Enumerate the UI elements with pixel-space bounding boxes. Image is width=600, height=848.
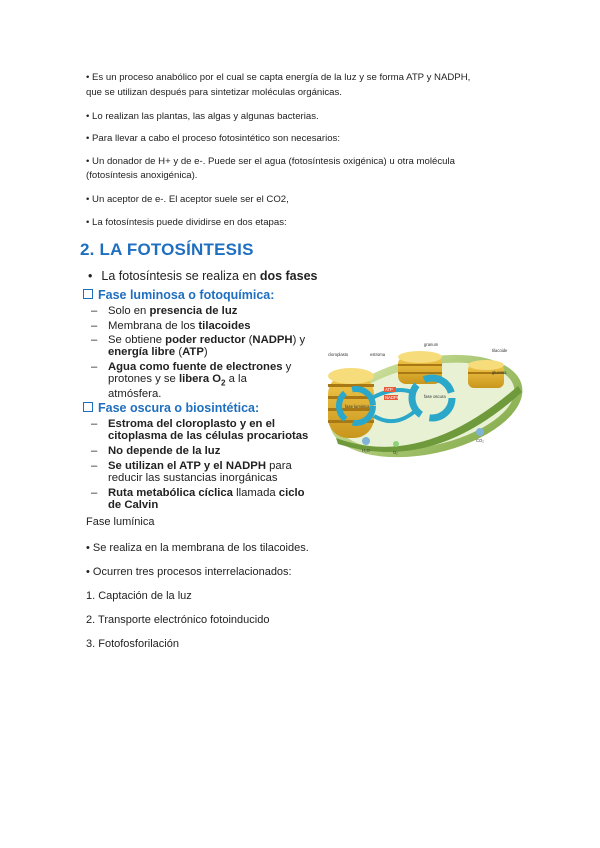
label-tilacoide: tilacoide	[492, 348, 508, 353]
label-co2: CO₂	[476, 438, 484, 443]
phase1-heading: Fase luminosa o fotoquímica:	[83, 288, 274, 302]
phase2-heading: Fase oscura o biosintética:	[83, 401, 259, 415]
phase1-item-4: – Agua como fuente de electrones y protones y se libera $O_2$ a la atmósfera.	[91, 361, 292, 400]
after-line-1: • Se realiza en la membrana de los tilacoides.	[86, 542, 309, 554]
label-h2o: H₂O	[362, 448, 370, 453]
co2-dot	[476, 428, 484, 436]
phase2-item-4: – Ruta metabólica cíclica llamada ciclo de Calvin	[91, 487, 305, 511]
step-2: 2. Transporte electrónico fotoinducido	[86, 614, 270, 626]
phase1-item-2: – Membrana de los tilacoides	[91, 320, 251, 332]
label-nadph: NADPH	[385, 395, 400, 400]
checkbox-icon	[83, 289, 93, 299]
intro-line-7: • Un aceptor de e-. El aceptor suele ser el CO2,	[86, 194, 289, 205]
label-granum: granum	[424, 342, 439, 347]
step-1: 1. Captación de la luz	[86, 590, 192, 602]
label-fase-luminica: fase luminica	[345, 404, 370, 409]
label-glucosa: glucosa	[492, 370, 507, 375]
chloroplast-diagram	[322, 340, 526, 466]
label-fase-oscura: fase oscura	[424, 394, 446, 399]
label-atp: ATP	[385, 387, 393, 392]
intro-line-6: (fotosíntesis anoxigénica).	[86, 170, 198, 181]
label-estroma: estroma	[370, 352, 386, 357]
fase-luminica-heading: Fase lumínica	[86, 516, 155, 528]
intro-line-3: • Lo realizan las plantas, las algas y algunas bacterias.	[86, 111, 319, 122]
phase1-item-1: – Solo en presencia de luz	[91, 305, 238, 317]
phase1-item-3: – Se obtiene poder reductor (NADPH) y energía libre (ATP)	[91, 334, 306, 358]
intro-line-8: • La fotosíntesis puede dividirse en dos etapas:	[86, 217, 287, 228]
intro-line-2: que se utilizan después para sintetizar moléculas orgánicas.	[86, 87, 342, 98]
intro-line-4: • Para llevar a cabo el proceso fotosintético son necesarios:	[86, 133, 341, 144]
label-cloroplasto: cloroplasto	[328, 352, 349, 357]
phase2-item-2: – No depende de la luz	[91, 445, 221, 457]
granum-left	[328, 368, 374, 438]
label-o2: O₂	[393, 450, 398, 455]
slide-title: 2. LA FOTOSÍNTESIS	[80, 240, 254, 259]
slide-main-bullet: • La fotosíntesis se realiza en dos fases	[88, 269, 318, 283]
checkbox-icon	[83, 402, 93, 412]
phase2-item-1: – Estroma del cloroplasto y en el citoplasma de las células procariotas	[91, 418, 309, 442]
phase2-item-3: – Se utilizan el ATP y el NADPH para reducir las sustancias inorgánicas	[91, 460, 292, 484]
h2o-dot	[362, 437, 370, 445]
after-line-2: • Ocurren tres procesos interrelacionados:	[86, 566, 292, 578]
intro-line-1: • Es un proceso anabólico por el cual se capta energía de la luz y se forma ATP y NADPH,	[86, 72, 471, 83]
intro-line-5: • Un donador de H+ y de e-. Puede ser el agua (fotosíntesis oxigénica) u otra molécula	[86, 156, 455, 167]
o2-dot	[393, 441, 399, 447]
step-3: 3. Fotofosforilación	[86, 638, 179, 650]
